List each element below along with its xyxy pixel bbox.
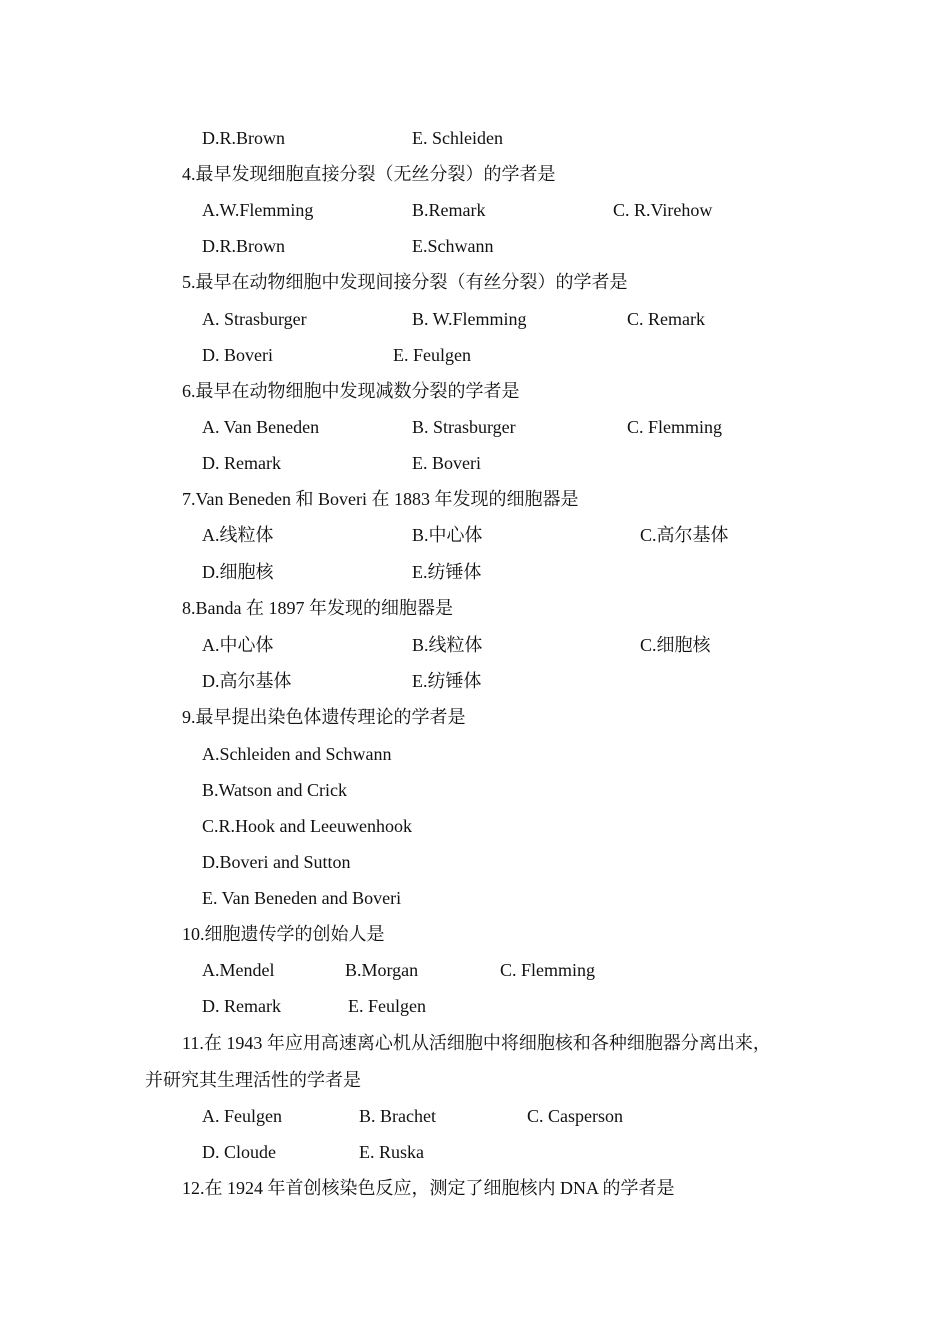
q9-stem: 9.最早提出染色体遗传理论的学者是 <box>182 707 466 727</box>
q11-option-e: E. Ruska <box>359 1142 424 1162</box>
q5-option-e: E. Feulgen <box>393 345 471 365</box>
q4-stem: 4.最早发现细胞直接分裂（无丝分裂）的学者是 <box>182 164 556 184</box>
q5-option-c: C. Remark <box>627 309 705 329</box>
q5-option-b: B. W.Flemming <box>412 309 527 329</box>
q8-option-d: D.高尔基体 <box>202 671 292 691</box>
q6-stem: 6.最早在动物细胞中发现减数分裂的学者是 <box>182 381 520 401</box>
q11-option-d: D. Cloude <box>202 1142 276 1162</box>
q11-option-c: C. Casperson <box>527 1106 623 1126</box>
q4-option-a: A.W.Flemming <box>202 200 314 220</box>
q10-stem: 10.细胞遗传学的创始人是 <box>182 924 385 944</box>
q10-option-e: E. Feulgen <box>348 996 426 1016</box>
q12-stem: 12.在 1924 年首创核染色反应，测定了细胞核内 DNA 的学者是 <box>182 1178 675 1198</box>
q7-option-b: B.中心体 <box>412 525 483 545</box>
q7-option-d: D.细胞核 <box>202 562 274 582</box>
q6-option-e: E. Boveri <box>412 453 481 473</box>
q11-stem-line2: 并研究其生理活性的学者是 <box>145 1070 361 1090</box>
q9-option-d: D.Boveri and Sutton <box>202 852 351 872</box>
q9-option-b: B.Watson and Crick <box>202 780 348 800</box>
q6-option-a: A. Van Beneden <box>202 417 320 437</box>
q3-option-e: E. Schleiden <box>412 128 503 148</box>
q9-option-a: A.Schleiden and Schwann <box>202 744 392 764</box>
q7-option-a: A.线粒体 <box>202 525 274 545</box>
q3-option-d: D.R.Brown <box>202 128 286 148</box>
q10-option-b: B.Morgan <box>345 960 419 980</box>
q4-option-b: B.Remark <box>412 200 486 220</box>
q11-option-a: A. Feulgen <box>202 1106 282 1126</box>
q8-stem: 8.Banda 在 1897 年发现的细胞器是 <box>182 598 453 618</box>
q7-option-e: E.纺锤体 <box>412 562 482 582</box>
q4-option-c: C. R.Virehow <box>613 200 713 220</box>
q6-option-d: D. Remark <box>202 453 281 473</box>
q5-stem: 5.最早在动物细胞中发现间接分裂（有丝分裂）的学者是 <box>182 272 628 292</box>
q11-stem-line1: 11.在 1943 年应用高速离心机从活细胞中将细胞核和各种细胞器分离出来， <box>182 1033 771 1053</box>
q6-option-c: C. Flemming <box>627 417 723 437</box>
q4-option-e: E.Schwann <box>412 236 494 256</box>
q5-option-d: D. Boveri <box>202 345 273 365</box>
q8-option-a: A.中心体 <box>202 635 274 655</box>
q10-option-a: A.Mendel <box>202 960 275 980</box>
q11-option-b: B. Brachet <box>359 1106 436 1126</box>
q5-option-a: A. Strasburger <box>202 309 307 329</box>
q9-option-c: C.R.Hook and Leeuwenhook <box>202 816 412 836</box>
q10-option-c: C. Flemming <box>500 960 596 980</box>
q10-option-d: D. Remark <box>202 996 281 1016</box>
q9-option-e: E. Van Beneden and Boveri <box>202 888 402 908</box>
q6-option-b: B. Strasburger <box>412 417 516 437</box>
q8-option-b: B.线粒体 <box>412 635 483 655</box>
q4-option-d: D.R.Brown <box>202 236 286 256</box>
q8-option-e: E.纺锤体 <box>412 671 482 691</box>
q7-option-c: C.高尔基体 <box>640 525 729 545</box>
q7-stem: 7.Van Beneden 和 Boveri 在 1883 年发现的细胞器是 <box>182 489 579 509</box>
q8-option-c: C.细胞核 <box>640 635 711 655</box>
